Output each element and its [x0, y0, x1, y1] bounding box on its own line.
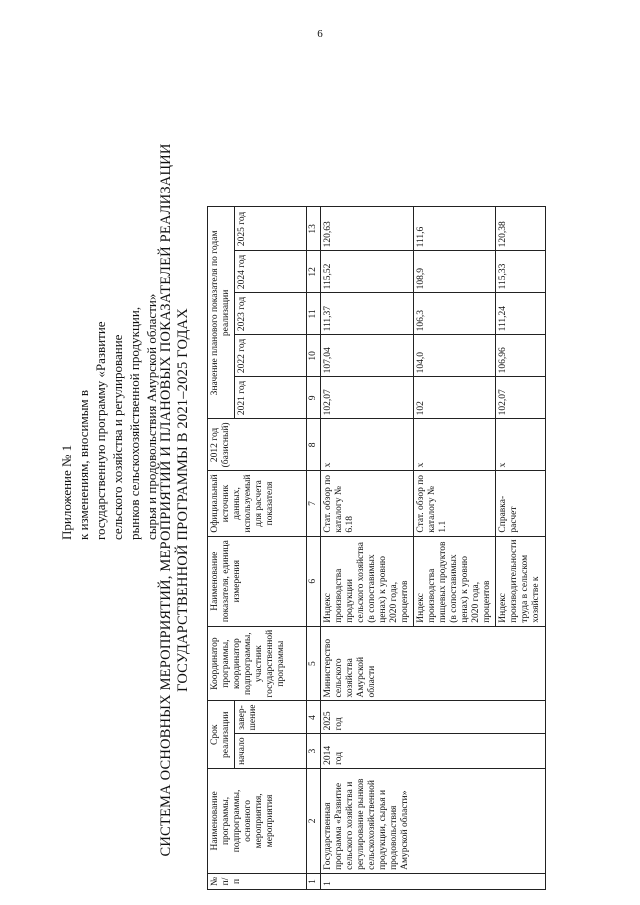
value-2024: 108,9: [414, 251, 496, 293]
indicator-name: Индекс производства пищевых продуктов (в сопоставимых ценах) к уровню 2020 года, процентов: [414, 536, 496, 626]
col-number: 9: [307, 377, 321, 419]
col-number: 7: [307, 471, 321, 536]
value-2023: 106,3: [414, 293, 496, 335]
value-2021: 102: [414, 377, 496, 419]
indicator-source: Справка-расчет: [496, 471, 546, 536]
indicator-name: Индекс производства продукции сельского хозяйства (в сопоставимых ценах) к уровню 2020 года, процентов: [321, 536, 414, 626]
value-2024: 115,33: [496, 251, 546, 293]
value-2025: 120,38: [496, 207, 546, 251]
header-coordinator: Координатор программы, координатор подпрограммы, участник государственной программы: [208, 626, 307, 701]
col-number: 4: [307, 701, 321, 734]
row-num: 1: [321, 873, 546, 889]
program-name: Государственная программа «Развитие сельского хозяйства и регулирование рынков сельскохозяйственной продукции, сырья и продовольствия Амурской области»: [321, 768, 546, 873]
header-end: завер-шение: [235, 701, 307, 734]
indicator-source: Стат. обзор по каталогу № 6.18: [321, 471, 414, 536]
header-source: Официальный источник данных, используемый для расчета показателя: [208, 471, 307, 536]
value-2024: 115,52: [321, 251, 414, 293]
document-title: [158, 100, 192, 900]
appendix-line: рынков сельскохозяйственной продукции,: [127, 306, 142, 540]
column-numbers-row: [307, 207, 321, 890]
col-number: 2: [307, 768, 321, 873]
header-base-year: 2012 год (базисный): [208, 419, 307, 471]
coordinator: Министерство сельского хозяйства Амурской области: [321, 626, 546, 701]
header-name: Наименование программы, подпрограммы, основного мероприятия, мероприятия: [208, 768, 307, 873]
header-term: Срок реализации: [208, 701, 235, 768]
header-indicator: Наименование показателя, единица измерения: [208, 536, 307, 626]
header-num: № п/п: [208, 873, 307, 889]
col-number: 8: [307, 419, 321, 471]
appendix-line: сельского хозяйства и регулирование: [110, 334, 125, 540]
title-line-2: ГОСУДАРСТВЕННОЙ ПРОГРАММЫ В 2021–2025 ГОДАХ: [175, 308, 191, 692]
title-line-1: СИСТЕМА ОСНОВНЫХ МЕРОПРИЯТИЙ, МЕРОПРИЯТИЙ И ПЛАНОВЫХ ПОКАЗАТЕЛЕЙ РЕАЛИЗАЦИИ: [158, 143, 174, 857]
appendix-note: [58, 190, 160, 540]
header-values: Значение планового показателя по годам реализации: [208, 207, 235, 419]
header-2023: 2023 год: [235, 293, 307, 335]
page-number: 6: [317, 28, 323, 40]
header-2022: 2022 год: [235, 335, 307, 377]
indicators-table: [207, 206, 546, 890]
end-year: 2025 год: [321, 701, 546, 734]
value-2025: 111,6: [414, 207, 496, 251]
value-2021: 102,07: [496, 377, 546, 419]
indicator-source: Стат. обзор по каталогу № 1.1: [414, 471, 496, 536]
indicator-base: x: [414, 419, 496, 471]
header-2025: 2025 год: [235, 207, 307, 251]
col-number: 12: [307, 251, 321, 293]
appendix-line: Приложение № 1: [59, 444, 74, 540]
appendix-line: сырья и продовольствия Амурской области»: [144, 293, 159, 540]
col-number: 6: [307, 536, 321, 626]
value-2022: 104,0: [414, 335, 496, 377]
indicator-base: x: [321, 419, 414, 471]
col-number: 3: [307, 734, 321, 769]
col-number: 11: [307, 293, 321, 335]
landscape-page: [50, 100, 610, 900]
col-number: 5: [307, 626, 321, 701]
rotated-page-viewport: [50, 100, 610, 900]
col-number: 10: [307, 335, 321, 377]
indicator-name: Индекс производительности труда в сельском хозяйстве к: [496, 536, 546, 626]
value-2022: 106,96: [496, 335, 546, 377]
table-row: [321, 207, 414, 890]
indicator-base: x: [496, 419, 546, 471]
header-start: начало: [235, 734, 307, 769]
start-year: 2014 год: [321, 734, 546, 769]
header-2024: 2024 год: [235, 251, 307, 293]
value-2021: 102,07: [321, 377, 414, 419]
header-2021: 2021 год: [235, 377, 307, 419]
col-number: 1: [307, 873, 321, 889]
appendix-line: к изменениям, вносимым в: [76, 389, 91, 540]
col-number: 13: [307, 207, 321, 251]
appendix-line: государственную программу «Развитие: [93, 321, 108, 540]
value-2023: 111,37: [321, 293, 414, 335]
value-2023: 111,24: [496, 293, 546, 335]
value-2025: 120,63: [321, 207, 414, 251]
value-2022: 107,04: [321, 335, 414, 377]
